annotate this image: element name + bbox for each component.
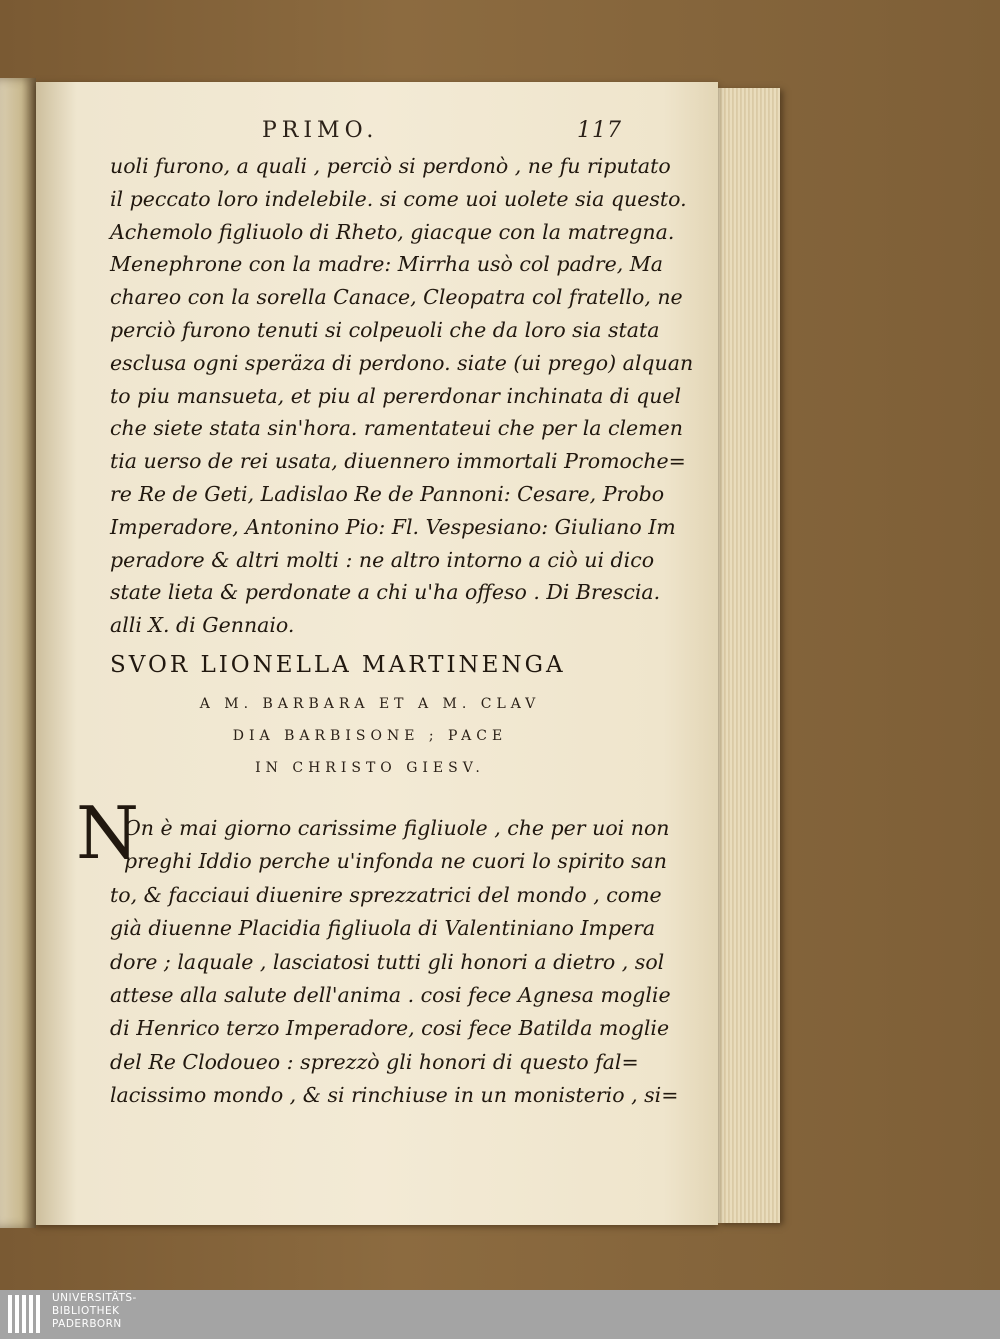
text-line: dore ; laquale , lasciatosi tutti gli honori a dietro , sol [110,949,665,974]
text-line: Menephrone con la madre: Mirrha usò col padre, Ma [110,252,663,277]
text-line: re Re de Geti, Ladislao Re de Pannoni: Cesare, Probo [110,481,665,506]
body-text-bottom [110,812,678,1113]
text-line: il peccato loro indelebile. si come uoi uolete sia questo. [110,186,687,211]
facing-page-edge [0,78,36,1228]
footer-bar [0,1290,1000,1339]
running-header [262,118,622,148]
text-line: esclusa ogni speräza di perdono. siate (ui prego) alquan [110,350,694,375]
text-line: del Re Clodoueo : sprezzò gli honori di questo fal= [110,1049,639,1074]
text-line: già diuenne Placidia figliuola di Valentiniano Impera [110,916,656,941]
text-line: di Henrico terzo Imperadore, cosi fece Batilda moglie [110,1016,670,1041]
drop-cap: N [76,791,139,875]
text-line: alli X. di Gennaio. [110,613,295,638]
page-block-edges [718,88,780,1223]
running-title: PRIMO. [262,118,379,143]
library-logo-icon [6,1293,46,1335]
library-name-line: PADERBORN [52,1318,122,1330]
text-line: Achemolo figliuolo di Rheto, giacque con la matregna. [110,219,675,244]
library-name [52,1292,137,1331]
text-line: perciò furono tenuti si colpeuoli che da loro sia stata [110,317,660,342]
library-name-line: UNIVERSITÄTS- [52,1292,137,1304]
body-text-top [110,150,693,642]
letter-subtitle-line: IN CHRISTO GIESV. [255,760,485,776]
text-line: chareo con la sorella Canace, Cleopatra col fratello, ne [110,285,683,310]
letter-subtitle-line: DIA BARBISONE ; PACE [232,728,508,744]
letter-title: SVOR LIONELLA MARTINENGA [110,652,566,678]
text-line: to piu mansueta, et piu al pererdonar inchinata di quel [110,383,682,408]
text-line: Imperadore, Antonino Pio: Fl. Vespesiano: Giuliano Im [110,514,676,539]
text-line: preghi Iddio perche u'infonda ne cuori lo spirito san [124,849,667,874]
text-line: tia uerso de rei usata, diuennero immortali Promoche= [110,449,686,474]
letter-subtitle-line: A M. BARBARA ET A M. CLAV [199,696,541,712]
text-line: to, & facciaui diuenire sprezzatrici del mondo , come [110,882,662,907]
text-line: state lieta & perdonate a chi u'ha offeso . Di Brescia. [110,580,661,605]
text-line: attese alla salute dell'anima . cosi fece Agnesa moglie [110,982,671,1007]
page-number: 117 [577,118,622,143]
text-line: On è mai giorno carissime figliuole , che per uoi non [124,816,670,840]
text-line: lacissimo mondo , & si rinchiuse in un monisterio , si= [110,1083,679,1108]
text-line: che siete stata sin'hora. ramentateui che per la clemen [110,416,683,441]
text-line: uoli furono, a quali , perciò si perdonò , ne fu riputato [110,154,671,178]
text-line: peradore & altri molti : ne altro intorno a ciò ui dico [110,547,655,572]
library-name-line: BIBLIOTHEK [52,1305,120,1317]
